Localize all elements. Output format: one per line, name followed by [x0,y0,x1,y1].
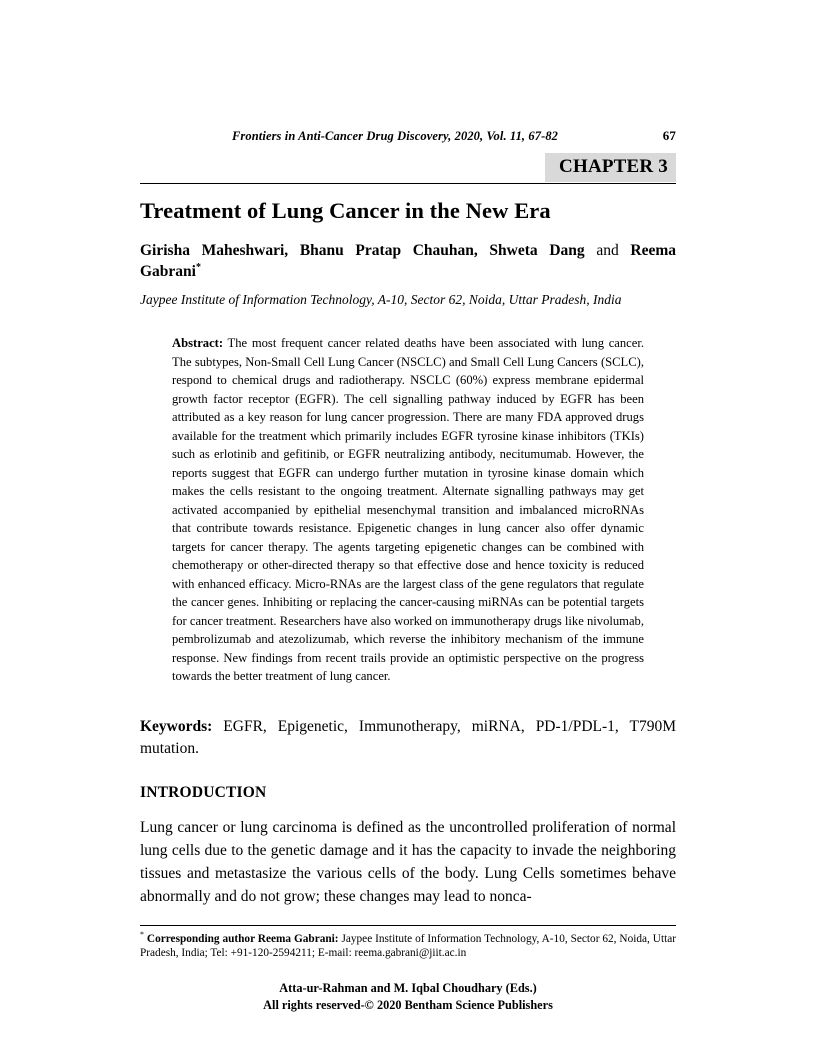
chapter-label: CHAPTER 3 [545,153,676,182]
abstract-heading: Abstract: [172,336,224,351]
footnote-divider [140,925,676,926]
running-head [140,128,676,144]
abstract-text: The most frequent cancer related deaths have been associated with lung cancer. The subtypes, Non-Small Cell Lung Cancer (NSCLC) and Small Cell Lung Cancers (SCLC), respond to chemical drugs and radiotherapy. NSCLC (60%) express membrane epidermal growth factor receptor (EGFR). The cell signalling pathway induced by EGFR has been attributed as a key reason for lung cancer progression. There are many FDA approved drugs available for the treatment which primarily includes EGFR tyrosine kinase inhibitors (TKIs) such as erlotinib and gefitinib, or EGFR neutralizing antibody, necitumumab. However, the reports suggest that EGFR can undergo further mutation in tyrosine kinase domain which makes the cells resistant to the ongoing treatment. Alternate signalling pathways may get activated accompanied by epithelial mesenchymal transition and imbalanced microRNAs that contribute towards resistance. Epigenetic changes in lung cancer also offer dynamic targets for cancer therapy. The agents targeting epigenetic changes can be combined with chemotherapy or other-directed therapy so that effective dose and hence toxicity is reduced with enhanced efficacy. Micro-RNAs are the largest class of the gene regulators that regulate the cancer genes. Inhibiting or replacing the cancer-causing miRNAs can be potential targets for cancer treatment. Researchers have also worked on immunotherapy drugs like nivolumab, pembrolizumab and atezolizumab, which reverse the inhibitory mechanism of the immune response. New findings from recent trails provide an optimistic perspective on the progress towards the better treatment of lung cancer. [172,336,644,684]
section-heading-introduction: INTRODUCTION [140,783,267,801]
page-footer [140,980,676,1016]
keywords-text: EGFR, Epigenetic, Immunotherapy, miRNA, PD-1/PDL-1, T790M mutation. [140,717,676,757]
footnote [140,930,676,962]
page-title: Treatment of Lung Cancer in the New Era [140,198,551,223]
chapter-banner [140,153,676,182]
affiliation: Jaypee Institute of Information Technology, A-10, Sector 62, Noida, Uttar Pradesh, India [140,292,622,308]
running-head-journal: Frontiers in Anti-Cancer Drug Discovery, 2020, Vol. 11, 67-82 [232,129,559,143]
footnote-text: Jaypee Institute of Information Technology, A-10, Sector 62, Noida, Uttar Pradesh, India; Tel: +91-120-2594211; E-mail: reema.gabrani@jiit.ac.in [140,932,676,960]
footnote-marker: * [140,929,144,939]
page-number: 67 [662,128,676,143]
footer-editors: Atta-ur-Rahman and M. Iqbal Choudhary (Eds.) [279,980,537,995]
abstract-block [172,334,644,686]
introduction-paragraph: Lung cancer or lung carcinoma is defined as the uncontrolled proliferation of normal lung cells due to the genetic damage and it has the capacity to invade the neighboring tissues and metastasize the various cells of the body. Lung Cells sometimes behave abnormally and do not grow; these changes may lead to nonca- [140,818,676,906]
author-list [140,241,676,283]
author-corresponding: Reema Gabrani [140,242,676,281]
author-footnote-marker: * [195,262,201,274]
keywords-heading: Keywords: [140,717,213,735]
keywords-block [140,716,676,760]
footer-rights: All rights reserved-© 2020 Bentham Science Publishers [263,998,553,1013]
header-divider [140,183,676,184]
authors-primary: Girisha Maheshwari, Bhanu Pratap Chauhan, Shweta Dang [140,242,585,259]
authors-conjunction: and [584,242,631,259]
footnote-label: Corresponding author Reema Gabrani: [144,932,339,945]
